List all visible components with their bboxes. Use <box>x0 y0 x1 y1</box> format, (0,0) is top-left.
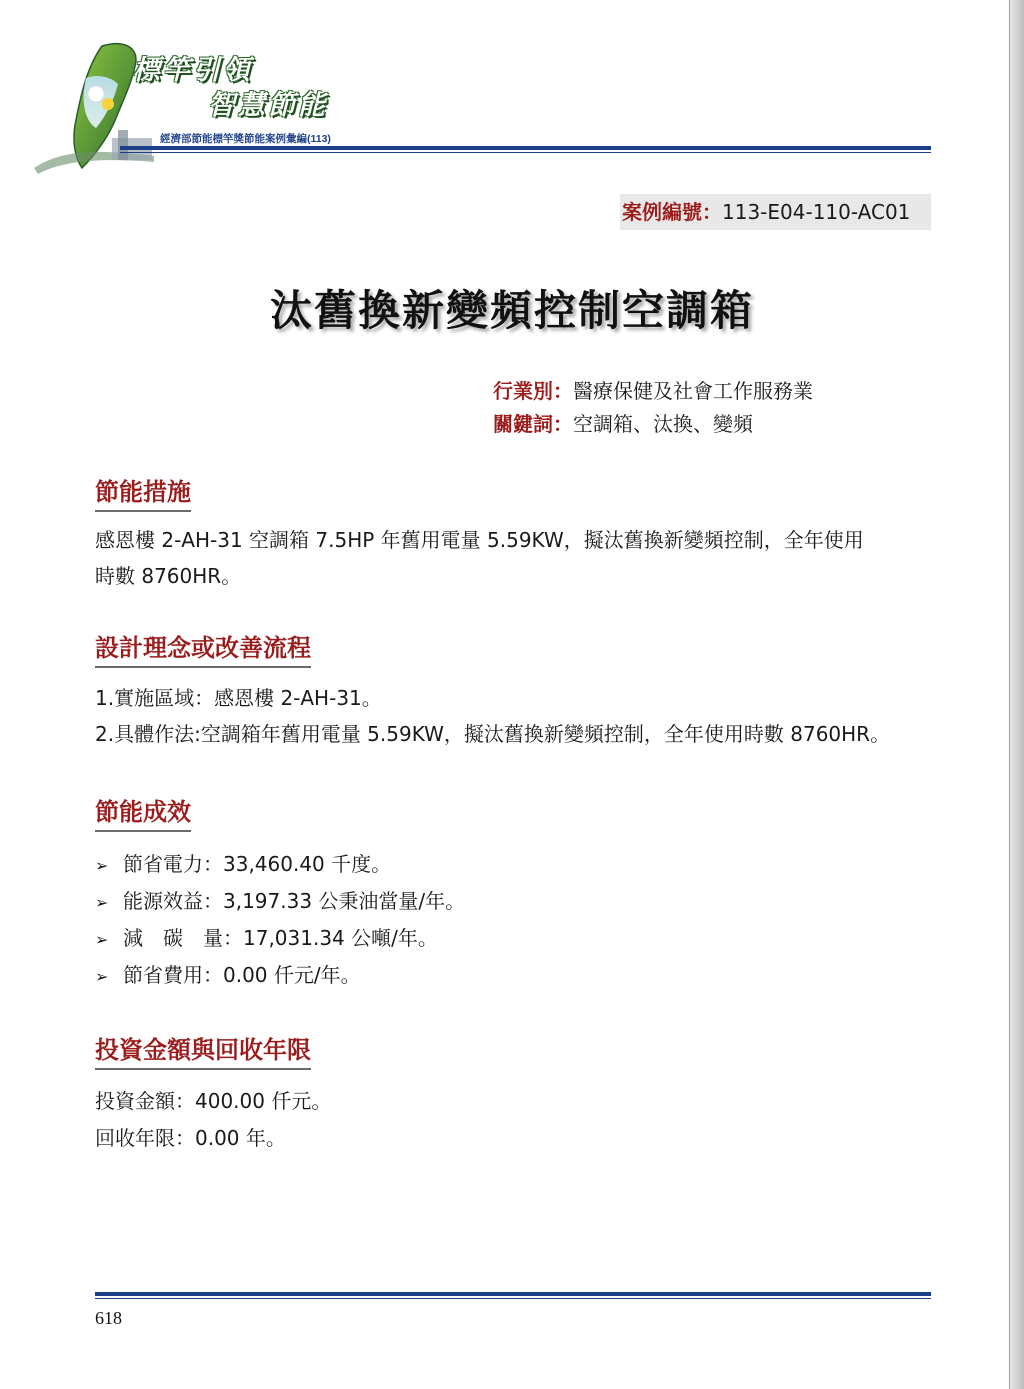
keywords-label: 關鍵詞： <box>493 412 573 436</box>
result-energy-benefit: 能源效益：3,197.33 公秉油當量/年。 <box>123 889 466 913</box>
page-number: 618 <box>95 1308 122 1328</box>
arrowhead-icon: ➢ <box>95 856 109 875</box>
result-cost-saving: 節省費用：0.00 仟元/年。 <box>123 963 361 987</box>
measures-line-1: 感恩樓 2-AH-31 空調箱 7.5HP 年舊用電量 5.59KW，擬汰舊換新變頻控制，全年使用 <box>95 528 864 552</box>
industry-row <box>493 375 813 404</box>
page-edge <box>1010 0 1024 1389</box>
case-number-label: 案例編號： <box>622 200 722 224</box>
keywords-row <box>493 408 753 437</box>
design-line-2: 2.具體作法:空調箱年舊用電量 5.59KW，擬汰舊換新變頻控制，全年使用時數 8760HR。 <box>95 722 891 746</box>
list-item <box>95 883 465 920</box>
logo-slogan-line2: 智慧節能 <box>208 90 328 121</box>
measures-line-2: 時數 8760HR。 <box>95 564 242 588</box>
footer-rule-thin <box>95 1298 931 1299</box>
results-list <box>95 846 465 994</box>
case-number-box <box>620 194 931 230</box>
investment-amount: 投資金額：400.00 仟元。 <box>95 1089 332 1113</box>
logo-slogan-line1: 標竿引領 <box>133 55 253 86</box>
header-rule-thin <box>120 152 931 153</box>
case-number-value: 113-E04-110-AC01 <box>722 200 911 224</box>
result-saved-electricity: 節省電力：33,460.40 千度。 <box>123 852 392 876</box>
keywords-value: 空調箱、汰換、變頻 <box>573 412 753 436</box>
section-heading-design: 設計理念或改善流程 <box>95 628 311 668</box>
page-title: 汰舊換新變頻控制空調箱 <box>269 286 754 335</box>
footer-rule <box>95 1292 931 1296</box>
design-line-1: 1.實施區域：感恩樓 2-AH-31。 <box>95 686 382 710</box>
list-item <box>95 957 465 994</box>
industry-value: 醫療保健及社會工作服務業 <box>573 379 813 403</box>
arrowhead-icon: ➢ <box>95 930 109 949</box>
section-heading-investment: 投資金額與回收年限 <box>95 1030 311 1070</box>
industry-label: 行業別： <box>493 379 573 403</box>
list-item <box>95 920 465 957</box>
section-heading-measures: 節能措施 <box>95 472 191 512</box>
header-rule <box>120 146 931 150</box>
payback-period: 回收年限：0.00 年。 <box>95 1126 286 1150</box>
result-carbon-reduction: 減 碳 量：17,031.34 公噸/年。 <box>123 926 438 950</box>
arrowhead-icon: ➢ <box>95 967 109 986</box>
list-item <box>95 846 465 883</box>
header-subtitle: 經濟部節能標竿獎節能案例彙編(113) <box>160 133 331 145</box>
section-heading-results: 節能成效 <box>95 792 191 832</box>
arrowhead-icon: ➢ <box>95 893 109 912</box>
